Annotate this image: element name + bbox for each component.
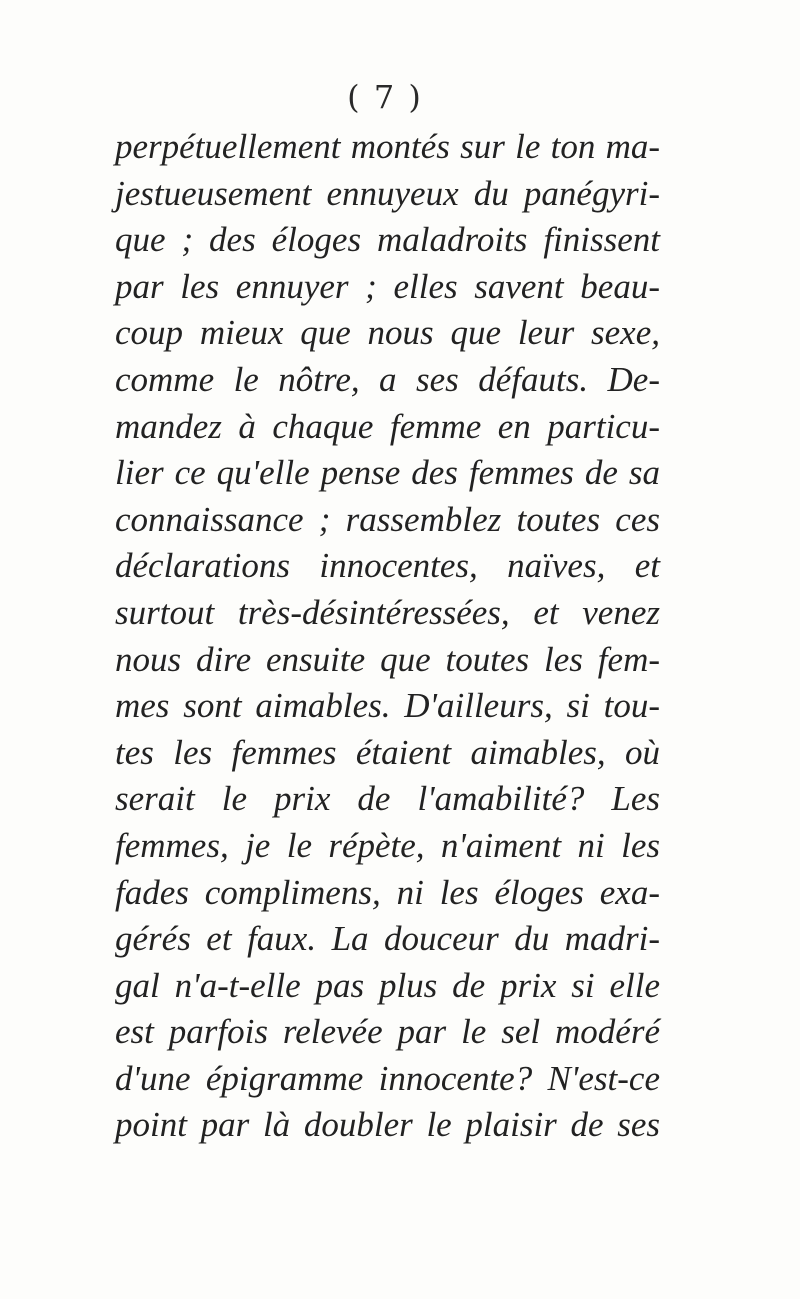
text-line: mes sont aimables. D'ailleurs, si tou- [115,686,660,726]
text-line: perpétuellement montés sur le ton ma- [115,127,660,166]
text-line: comme le nôtre, a ses défauts. De- [115,359,660,399]
body-text [115,124,660,1149]
text-line: mandez à chaque femme en particu- [115,406,660,446]
text-line: que ; des éloges maladroits finissent [115,220,660,260]
text-line: par les ennuyer ; elles savent beau- [115,266,660,306]
text-line: gérés et faux. La douceur du madri- [115,919,660,959]
text-line: serait le prix de l'amabilité? Les [115,779,660,819]
text-line: d'une épigramme innocente? N'est-ce [115,1058,660,1098]
text-line: fades complimens, ni les éloges exa- [115,872,660,912]
text-line: surtout très-désintéressées, et venez [115,592,660,632]
text-line: nous dire ensuite que toutes les fem- [115,639,660,679]
text-line: déclarations innocentes, naïves, et [115,546,660,586]
text-line: est parfois relevée par le sel modéré [115,1012,660,1052]
text-line: coup mieux que nous que leur sexe, [115,313,660,353]
text-line: lier ce qu'elle pense des femmes de sa [115,453,660,493]
text-line: jestueusement ennuyeux du panégyri- [115,173,660,213]
text-line: gal n'a-t-elle pas plus de prix si elle [115,965,660,1005]
text-line: femmes, je le répète, n'aiment ni les [115,825,660,865]
text-line: point par là doubler le plaisir de ses [115,1105,660,1145]
page-number: ( 7 ) [347,78,423,116]
text-line: tes les femmes étaient aimables, où [115,732,660,772]
text-line: connaissance ; rassemblez toutes ces [115,499,660,539]
